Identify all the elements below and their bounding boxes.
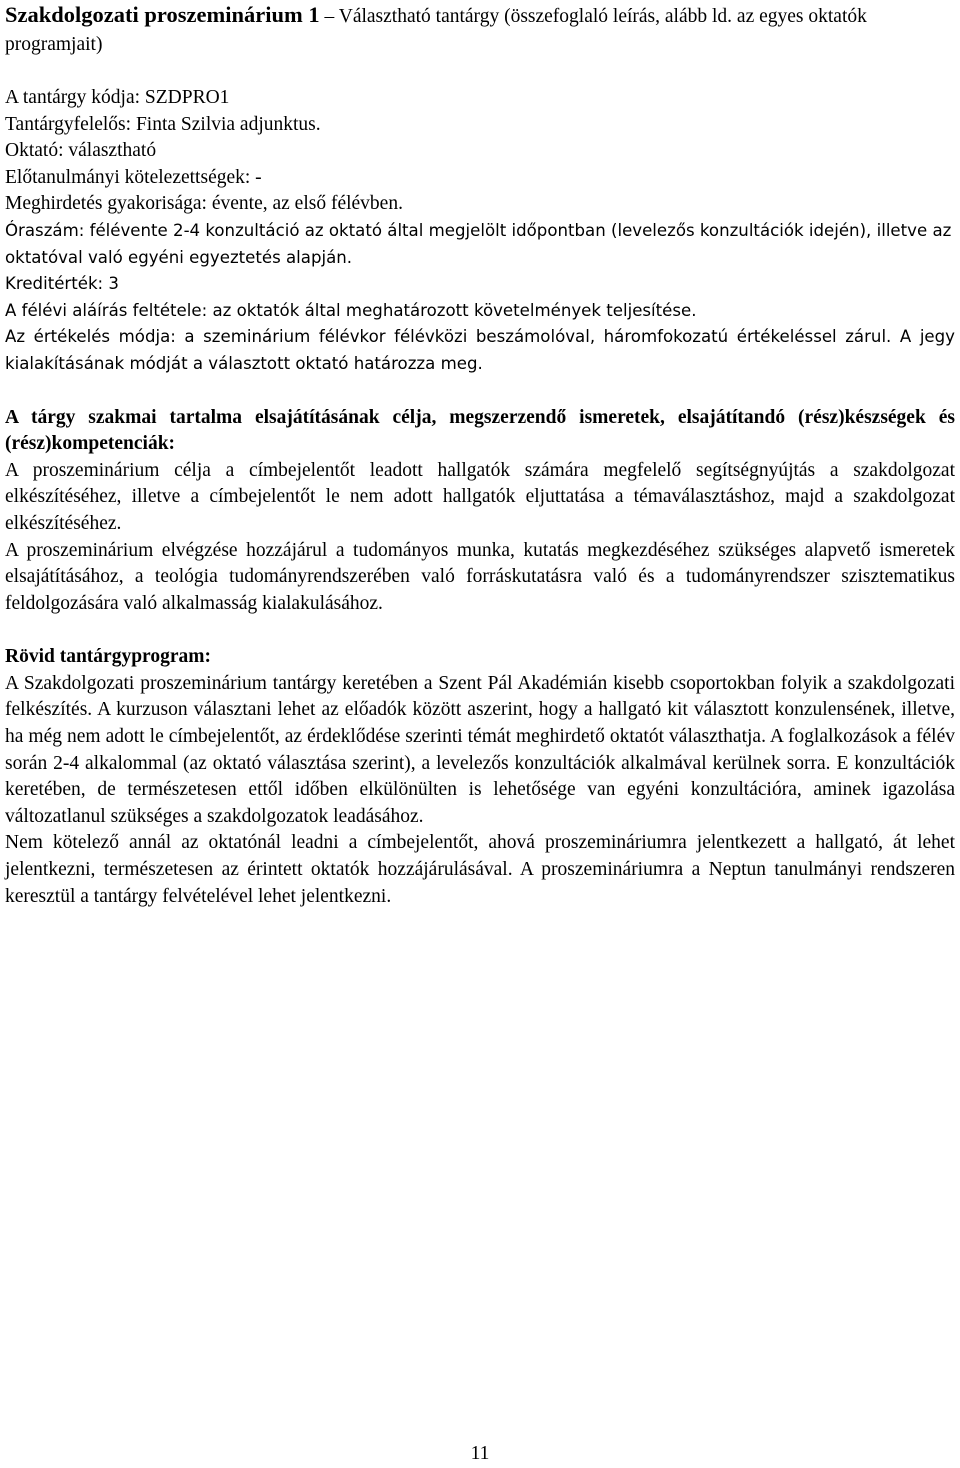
course-title: Szakdolgozati proszeminárium 1 <box>5 2 320 27</box>
document-title <box>5 0 955 58</box>
course-info <box>5 85 955 378</box>
goals-paragraph-2: A proszeminárium elvégzése hozzájárul a tudományos munka, kutatás megkezdéséhez szükséges alapvető ismeretek elsajátításához, a teológia tudományrendszerében való forráskutatásra való és a tudományrendszer szisztematikus feldolgozására való alkalmasság kialakulásához. <box>5 539 955 614</box>
course-signature: A félévi aláírás feltétele: az oktatók által meghatározott követelmények teljesítése. <box>5 300 697 320</box>
spacer <box>5 378 955 405</box>
goals-section <box>5 405 955 618</box>
course-credits: Kreditérték: 3 <box>5 274 119 294</box>
course-responsible: Tantárgyfelelős: Finta Szilvia adjunktus. <box>5 113 321 135</box>
course-hours: Óraszám: félévente 2-4 konzultáció az oktató által megjelölt időpontban (levelezős konzultációk idején), illetve az oktatóval való egyéni egyeztetés alapján. <box>5 220 952 267</box>
course-instructor: Oktató: választható <box>5 140 157 162</box>
course-code: A tantárgy kódja: SZDPRO1 <box>5 87 230 108</box>
goals-heading: A tárgy szakmai tartalma elsajátításának célja, megszerzendő ismeretek, elsajátítandó (rész)készségek és (rész)kompetenciák: <box>5 406 955 455</box>
spacer <box>5 617 955 644</box>
course-prerequisites: Előtanulmányi kötelezettségek: - <box>5 166 262 188</box>
program-paragraph-1: A Szakdolgozati proszeminárium tantárgy keretében a Szent Pál Akadémián kisebb csoportokban folyik a szakdolgozati felkészítés. A kurzuson választani lehet az előadók között aszerint, hogy a hallgató kit választott konzulensének, illetve, ha még nem adott le címbejelentőt, az érdeklődése szerinti témát meghirdető oktatót választhatja. A foglalkozások a félév során 2-4 alkalommal (az oktató választása szerint), a levelezős konzultációk alkalmával kerülnek sorra. E konzultációk keretében, de természetesen ettől időben elkülönülten is lehetősége van egyéni konzultációra, aminek igazolása változatlanul szükséges a szakdolgozatok leadásához. <box>5 672 955 827</box>
program-section <box>5 644 955 910</box>
course-subtitle: – Választható tantárgy (összefoglaló leírás, alább ld. az egyes oktatók programjait) <box>5 6 867 55</box>
program-heading: Rövid tantárgyprogram: <box>5 646 211 668</box>
spacer <box>5 58 955 85</box>
document-page <box>5 0 955 910</box>
course-evaluation: Az értékelés módja: a szeminárium félévkor félévközi beszámolóval, háromfokozatú értékeléssel zárul. A jegy kialakításának módját a választott oktató határozza meg. <box>5 327 955 373</box>
course-frequency: Meghirdetés gyakorisága: évente, az első félévben. <box>5 193 403 215</box>
goals-paragraph-1: A proszeminárium célja a címbejelentőt leadott hallgatók számára megfelelő segítségnyújtás a szakdolgozat elkészítéséhez, illetve a címbejelentőt le nem adott hallgatók eljuttatása a témaválasztáshoz, majd a szakdolgozat elkészítéséhez. <box>5 459 955 534</box>
program-paragraph-2: Nem kötelező annál az oktatónál leadni a címbejelentőt, ahová proszemináriumra jelentkezett a hallgató, át lehet jelentkezni, természetesen az érintett oktatók hozzájárulásával. A proszemináriumra a Neptun tanulmányi rendszeren keresztül a tantárgy felvételével lehet jelentkezni. <box>5 832 955 907</box>
page-number: 11 <box>470 1443 490 1464</box>
